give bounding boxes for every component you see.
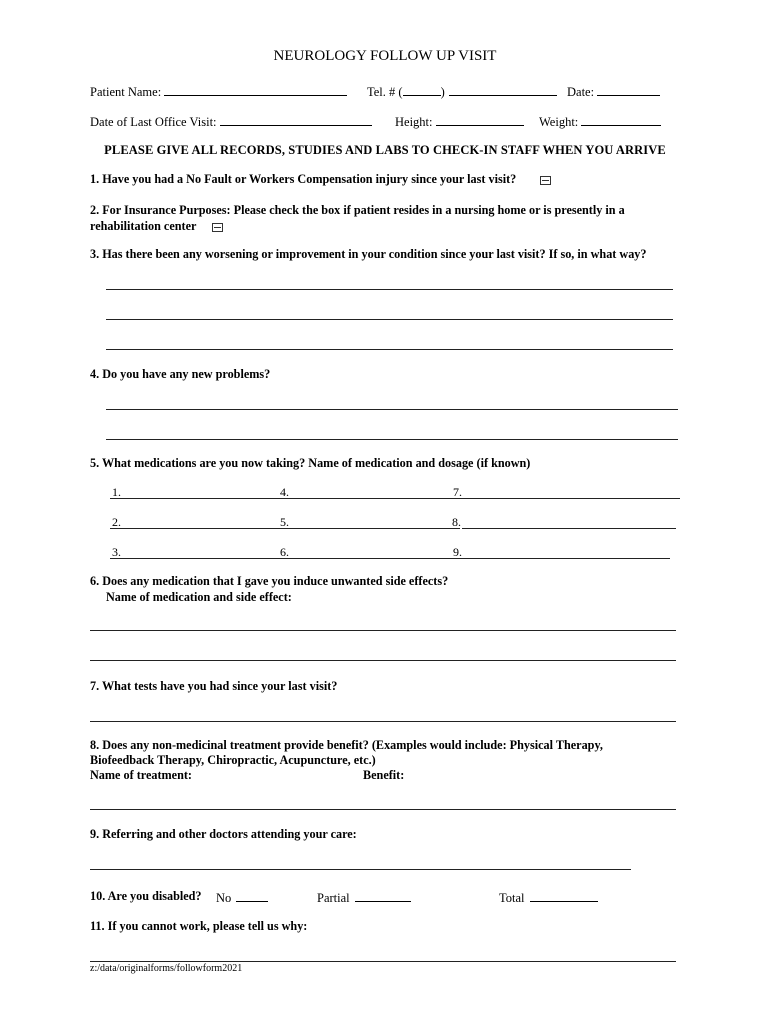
question-2-text: 2. For Insurance Purposes: Please check the box if patient resides in a nursing home or is presently in a rehabilitation center (90, 203, 625, 233)
question-3-answer-line-2[interactable] (106, 319, 673, 320)
medication-6-label: 6. (280, 545, 289, 559)
question-7-answer-line[interactable] (90, 721, 676, 722)
medication-1-label: 1. (112, 485, 121, 499)
question-11-text: 11. If you cannot work, please tell us why: (90, 919, 308, 933)
question-2 (90, 202, 670, 234)
question-6-subtext: Name of medication and side effect: (106, 590, 292, 604)
question-1 (90, 172, 551, 187)
question-8-text: 8. Does any non-medicinal treatment provide benefit? (Examples would include: Physical Therapy, (90, 738, 603, 752)
question-5-text: 5. What medications are you now taking? Name of medication and dosage (if known) (90, 456, 531, 470)
question-10-partial-label: Partial (317, 891, 350, 905)
weight-label: Weight: (539, 115, 579, 129)
tel-area-code-field[interactable] (403, 83, 441, 96)
form-title: NEUROLOGY FOLLOW UP VISIT (273, 48, 497, 64)
question-8-treatment-label: Name of treatment: (90, 768, 192, 782)
height-field[interactable] (436, 113, 524, 126)
question-3-answer-line-1[interactable] (106, 289, 673, 290)
tel-label: Tel. # ( (367, 85, 403, 99)
records-notice: PLEASE GIVE ALL RECORDS, STUDIES AND LABS TO CHECK-IN STAFF WHEN YOU ARRIVE (104, 143, 666, 157)
question-10-total-field[interactable] (530, 889, 598, 902)
question-4-answer-line-1[interactable] (106, 409, 678, 410)
question-3-answer-line-3[interactable] (106, 349, 673, 350)
question-3-text: 3. Has there been any worsening or improvement in your condition since your last visit? If so, in what way? (90, 247, 647, 261)
question-4-text: 4. Do you have any new problems? (90, 367, 271, 381)
question-11-answer-line[interactable] (90, 961, 676, 962)
question-10-total-option (499, 889, 598, 906)
patient-name-row (90, 83, 347, 100)
patient-name-field[interactable] (164, 83, 347, 96)
question-10-no-option (216, 889, 268, 906)
question-8-benefit-label: Benefit: (363, 768, 405, 782)
question-8-answer-line[interactable] (90, 809, 676, 810)
height-row (395, 113, 524, 130)
question-9-answer-line[interactable] (90, 869, 631, 870)
medication-row-3-line[interactable] (110, 558, 670, 559)
question-1-text: 1. Have you had a No Fault or Workers Compensation injury since your last visit? (90, 172, 517, 186)
medication-7-label: 7. (453, 485, 462, 499)
date-field[interactable] (597, 83, 660, 96)
medication-5-label: 5. (280, 515, 289, 529)
question-10 (90, 889, 202, 904)
medication-row-2-line-b[interactable] (462, 528, 676, 529)
last-visit-row (90, 113, 372, 130)
question-6-text: 6. Does any medication that I gave you induce unwanted side effects? (90, 574, 449, 588)
medication-3-label: 3. (112, 545, 121, 559)
question-10-partial-option (317, 889, 411, 906)
question-10-no-field[interactable] (236, 889, 268, 902)
question-6-answer-line-2[interactable] (90, 660, 676, 661)
question-9-text: 9. Referring and other doctors attending your care: (90, 827, 357, 841)
medication-row-1-line[interactable] (110, 498, 680, 499)
last-visit-label: Date of Last Office Visit: (90, 115, 217, 129)
tel-close-paren: ) (440, 85, 445, 99)
question-10-no-label: No (216, 891, 232, 905)
tel-number-field[interactable] (449, 83, 557, 96)
patient-name-label: Patient Name: (90, 85, 162, 99)
tel-row (367, 83, 557, 100)
question-7-text: 7. What tests have you had since your last visit? (90, 679, 338, 693)
medication-2-label: 2. (112, 515, 121, 529)
medication-8-label: 8. (452, 515, 461, 529)
question-6-answer-line-1[interactable] (90, 630, 676, 631)
medication-row-2-line-a[interactable] (110, 528, 460, 529)
footer-file-path: z:/data/originalforms/followform2021 (90, 963, 243, 974)
question-10-total-label: Total (499, 891, 525, 905)
weight-row (539, 113, 661, 130)
question-4-answer-line-2[interactable] (106, 439, 678, 440)
last-visit-field[interactable] (220, 113, 372, 126)
date-label: Date: (567, 85, 595, 99)
question-10-partial-field[interactable] (355, 889, 411, 902)
medication-9-label: 9. (453, 545, 462, 559)
weight-field[interactable] (581, 113, 661, 126)
question-10-text: 10. Are you disabled? (90, 889, 202, 903)
date-row (567, 83, 660, 100)
question-1-checkbox[interactable] (540, 176, 551, 185)
medication-4-label: 4. (280, 485, 289, 499)
question-2-checkbox[interactable] (212, 223, 223, 232)
question-8-examples: Biofeedback Therapy, Chiropractic, Acupuncture, etc.) (90, 753, 376, 767)
height-label: Height: (395, 115, 433, 129)
